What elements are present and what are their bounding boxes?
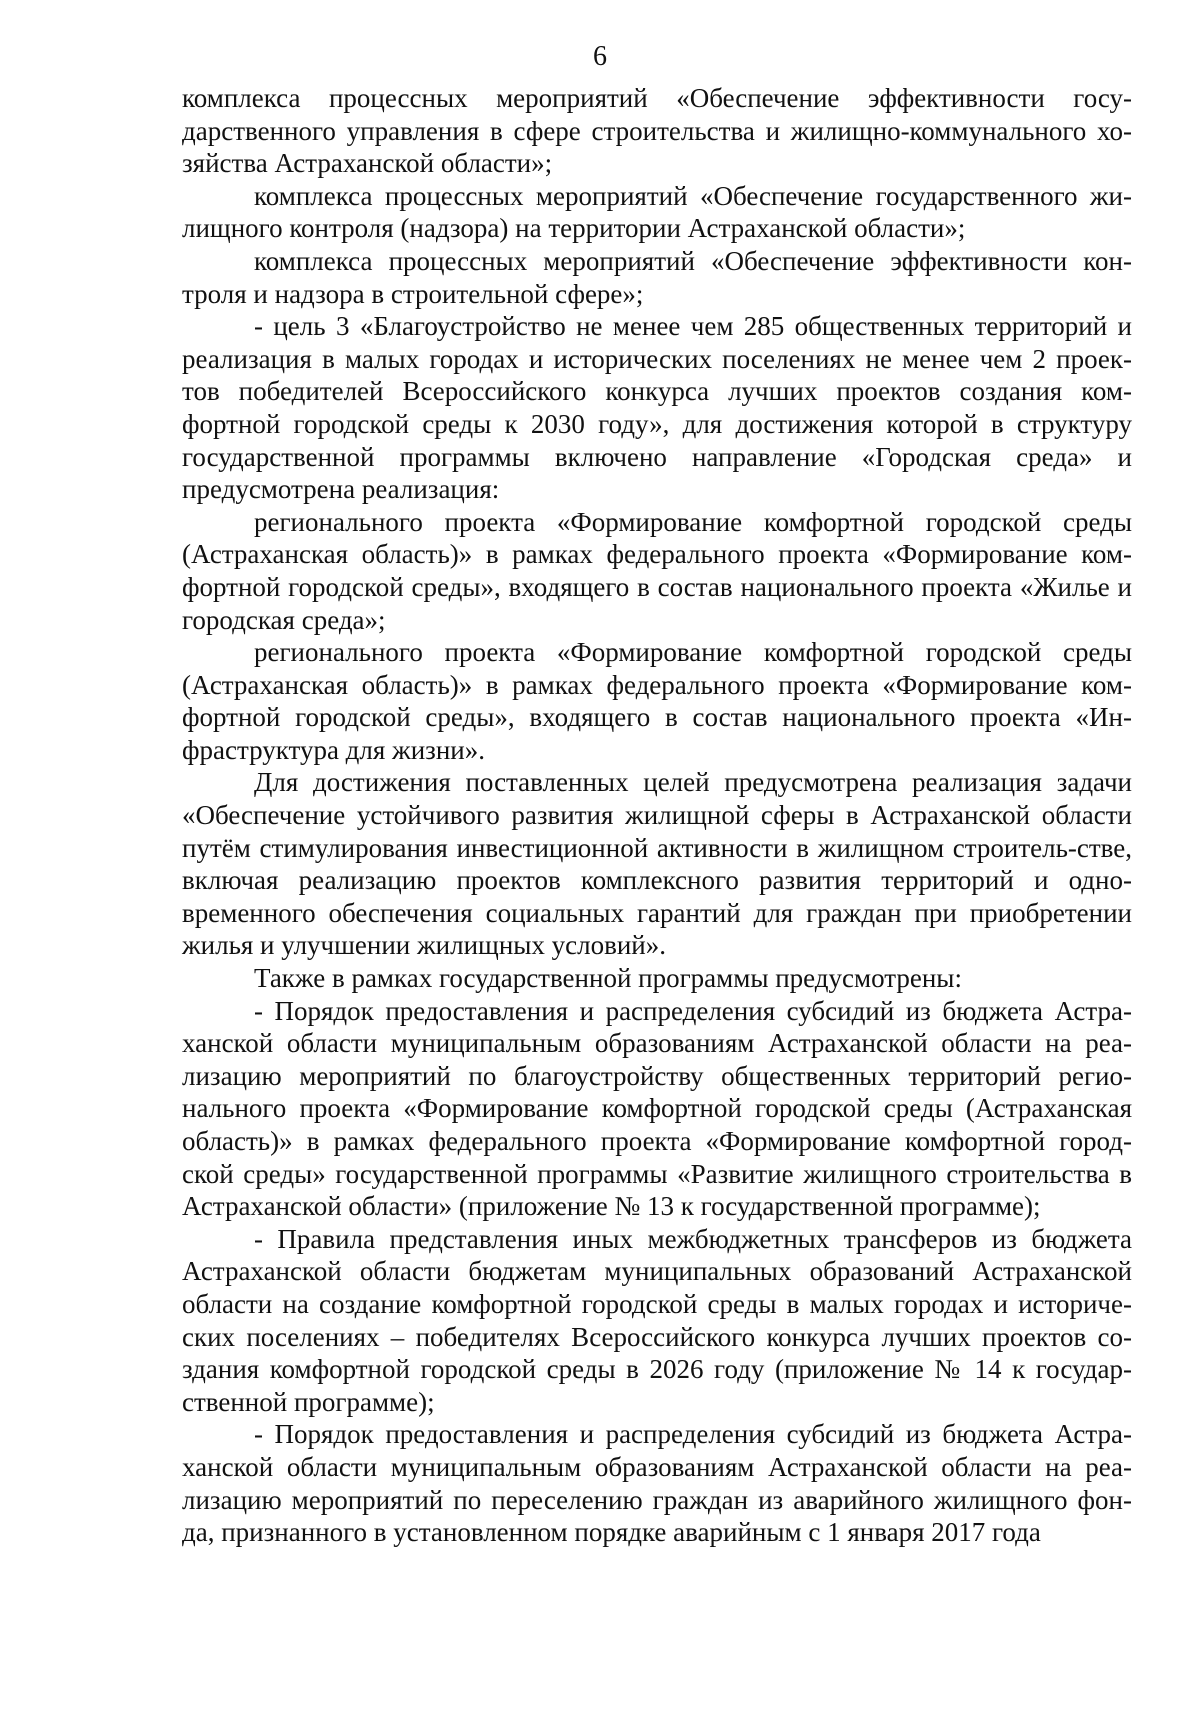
paragraph-process-measures-efficiency: комплекса процессных мероприятий «Обеспечение эффективности госу-дарственного управления в сфере строительства и жилищно-коммунального хо-зяйства Астраханской области»; bbox=[182, 83, 1132, 179]
paragraph-also-provided: Также в рамках государственной программы предусмотрены: bbox=[254, 963, 962, 994]
paragraph-transfer-rules: - Правила представления иных межбюджетных трансферов из бюджета Астраханской области бюджетам муниципальных образований Астраханской области на создание комфортной городской среды в малых городах и историче-ских поселениях – победителях Всероссийского конкурса лучших проектов со-здания комфортной городской среды в 2026 году (приложение № 14 к государ-ственной программе); bbox=[182, 1223, 1132, 1417]
paragraph-subsidy-procedure-improvement: - Порядок предоставления и распределения субсидий из бюджета Астра-ханской области муниципальным образованиям Астраханской области на реа-лизацию мероприятий по благоустройству общественных территорий регио-нального проекта «Формирование комфортной городской среды (Астраханская область)» в рамках федерального проекта «Формирование комфортной город-ской среды» государственной программы «Развитие жилищного строительства в Астраханской области» (приложение № 13 к государственной программе); bbox=[182, 995, 1132, 1222]
paragraph-goal-3: - цель 3 «Благоустройство не менее чем 285 общественных территорий и реализация в малых городах и исторических поселениях не менее чем 2 проек-тов победителей Всероссийского конкурса лучших проектов создания ком-фортной городской среды к 2030 году», для достижения которой в структуру государственной программы включено направление «Городская среда» и предусмотрена реализация: bbox=[182, 311, 1132, 505]
paragraph-subsidy-procedure-resettlement: - Порядок предоставления и распределения субсидий из бюджета Астра-ханской области муниципальным образованиям Астраханской области на реа-лизацию мероприятий по переселению граждан из аварийного жилищного фон-да, признанного в установленном порядке аварийным с 1 января 2017 года bbox=[182, 1419, 1132, 1548]
paragraph-regional-project-infrastructure: регионального проекта «Формирование комфортной городской среды (Астраханская область)» в рамках федерального проекта «Формирование ком-фортной городской среды», входящего в состав национального проекта «Ин-фраструктура для жизни». bbox=[182, 637, 1132, 765]
paragraph-regional-project-housing: регионального проекта «Формирование комфортной городской среды (Астраханская область)» в рамках федерального проекта «Формирование ком-фортной городской среды», входящего в состав национального проекта «Жилье и городская среда»; bbox=[182, 506, 1132, 635]
paragraph-process-measures-construction-control: комплекса процессных мероприятий «Обеспечение эффективности кон-троля и надзора в строительной сфере»; bbox=[182, 245, 1132, 309]
document-body bbox=[182, 82, 1132, 1549]
paragraph-task: Для достижения поставленных целей предусмотрена реализация задачи «Обеспечение устойчивого развития жилищной сферы в Астраханской области путём стимулирования инвестиционной активности в жилищном строитель-стве, включая реализацию проектов комплексного развития территорий и одно-временного обеспечения социальных гарантий для граждан при приобретении жилья и улучшении жилищных условий». bbox=[182, 767, 1132, 961]
page-number: 6 bbox=[593, 41, 607, 72]
paragraph-process-measures-housing-control: комплекса процессных мероприятий «Обеспечение государственного жи-лищного контроля (надзора) на территории Астраханской области»; bbox=[182, 180, 1132, 244]
